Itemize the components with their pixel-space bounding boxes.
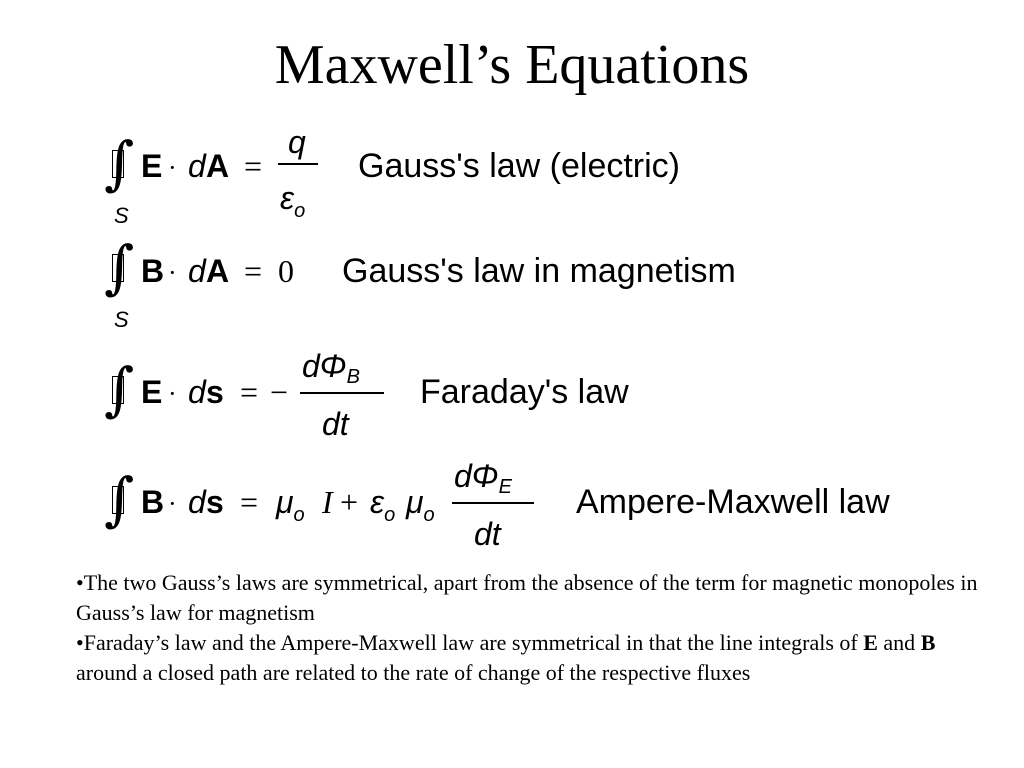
field-symbol: B [141,484,165,520]
numerator-charge: q [288,124,306,160]
numerator-flux: dΦE [454,458,512,498]
surface-integral-box [112,254,124,282]
bullet-item: •The two Gauss’s laws are symmetrical, apart from the absence of the term for magnetic monopoles in Gauss’s law for magnetism [76,570,978,625]
minus-sign: − [270,374,289,410]
surface-integral-box [112,150,124,178]
equation-label: Ampere-Maxwell law [576,483,890,521]
surface-label: S [114,203,129,228]
denominator-dt: dt [322,406,349,442]
equals-sign: = [244,148,263,184]
surface-label: S [114,307,129,332]
field-symbol: E [141,374,163,410]
differential-d: d [188,253,206,289]
bullet-list [76,568,996,688]
bullet-item: •Faraday’s law and the Ampere-Maxwell law are symmetrical in that the line integrals of E and B around a closed path are related to the rate of change of the respective fluxes [76,630,936,685]
fraction-bar [300,392,384,394]
line-integral-box [112,486,124,514]
equation-label: Gauss's law (electric) [358,147,681,185]
dot-operator: · [168,379,177,408]
equation-label: Faraday's law [420,373,629,411]
mu-permeability: $\mu_o$ [276,484,305,526]
field-symbol: B [141,253,165,289]
path-element: s [206,374,224,410]
equals-sign: = [240,374,259,410]
fraction-bar [278,163,318,165]
field-symbol: E [141,148,163,184]
epsilon-permittivity: $\varepsilon_o$ [370,484,396,526]
denominator-dt: dt [474,516,501,552]
slide-title: Maxwell’s Equations [274,34,750,96]
mu-permeability-2: $\mu_o$ [406,484,435,526]
line-integral-box [112,376,124,404]
differential-d: d [188,374,206,410]
area-element: A [206,148,230,184]
dot-operator: · [168,153,177,182]
plus-sign: + [340,484,359,520]
closed-integral-symbol: ∫ [104,465,135,533]
area-element: A [206,253,230,289]
rhs-zero: 0 [278,253,294,289]
equals-sign: = [244,253,263,289]
path-element: s [206,484,224,520]
fraction-bar [452,502,534,504]
differential-d: d [188,484,206,520]
closed-integral-symbol: ∫ [104,355,135,423]
denominator-epsilon: $\varepsilon_o$ [280,180,306,222]
numerator-flux: dΦB [302,348,360,388]
closed-integral-symbol: ∫ [104,129,135,197]
differential-d: d [188,148,206,184]
current-symbol: I [322,484,333,520]
dot-operator: · [168,489,177,518]
equals-sign: = [240,484,259,520]
closed-integral-symbol: ∫ [104,233,135,301]
equation-label: Gauss's law in magnetism [342,252,736,290]
dot-operator: · [168,258,177,287]
